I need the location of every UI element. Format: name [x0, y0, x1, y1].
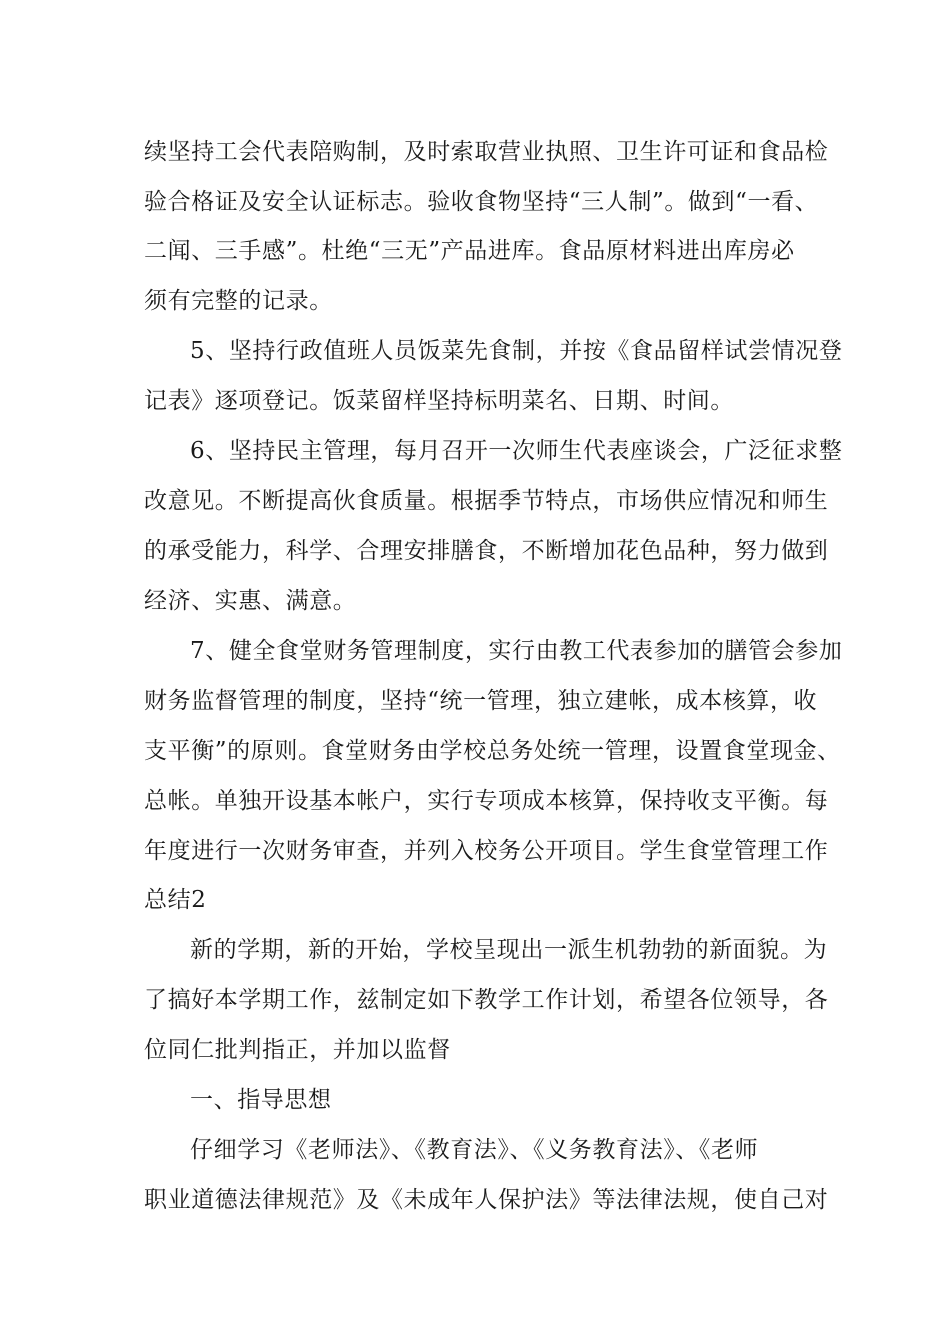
text-line: 支平衡”的原则。食堂财务由学校总务处统一管理，设置食堂现金、 — [144, 738, 841, 764]
text-line: 改意见。不断提高伙食质量。根据季节特点，市场供应情况和师生 — [144, 488, 829, 514]
text-line: 6、坚持民主管理，每月召开一次师生代表座谈会，广泛征求整 — [190, 438, 843, 464]
section-heading: 一、指导思想 — [190, 1087, 332, 1113]
text-line: 年度进行一次财务审查，并列入校务公开项目。学生食堂管理工作 — [144, 838, 829, 864]
text-line: 的承受能力，科学、合理安排膳食，不断增加花色品种，努力做到 — [144, 538, 829, 564]
text-line: 新的学期，新的开始，学校呈现出一派生机勃勃的新面貌。为 — [190, 937, 828, 963]
text-line: 位同仁批判指正，并加以监督 — [144, 1037, 451, 1063]
text-line: 5、坚持行政值班人员饭菜先食制，并按《食品留样试尝情况登 — [190, 338, 843, 364]
text-line: 总帐。单独开设基本帐户，实行专项成本核算，保持收支平衡。每 — [144, 788, 829, 814]
text-line: 验合格证及安全认证标志。验收食物坚持“三人制”。做到“一看、 — [144, 189, 819, 215]
text-line: 7、健全食堂财务管理制度，实行由教工代表参加的膳管会参加 — [190, 638, 843, 664]
text-line: 总结2 — [144, 887, 207, 913]
text-line: 财务监督管理的制度，坚持“统一管理，独立建帐，成本核算，收 — [144, 688, 818, 714]
text-line: 二闻、三手感”。杜绝“三无”产品进库。食品原材料进出库房必 — [144, 238, 795, 264]
text-line: 经济、实惠、满意。 — [144, 588, 357, 614]
text-line: 记表》逐项登记。饭菜留样坚持标明菜名、日期、时间。 — [144, 388, 734, 414]
text-line: 须有完整的记录。 — [144, 288, 333, 314]
text-line: 续坚持工会代表陪购制，及时索取营业执照、卫生许可证和食品检 — [144, 139, 829, 165]
text-line: 了搞好本学期工作，兹制定如下教学工作计划，希望各位领导，各 — [144, 987, 829, 1013]
text-line: 仔细学习《老师法》、《教育法》、《义务教育法》、《老师 — [190, 1137, 759, 1163]
text-line: 职业道德法律规范》及《未成年人保护法》等法律法规，使自己对 — [144, 1187, 829, 1213]
